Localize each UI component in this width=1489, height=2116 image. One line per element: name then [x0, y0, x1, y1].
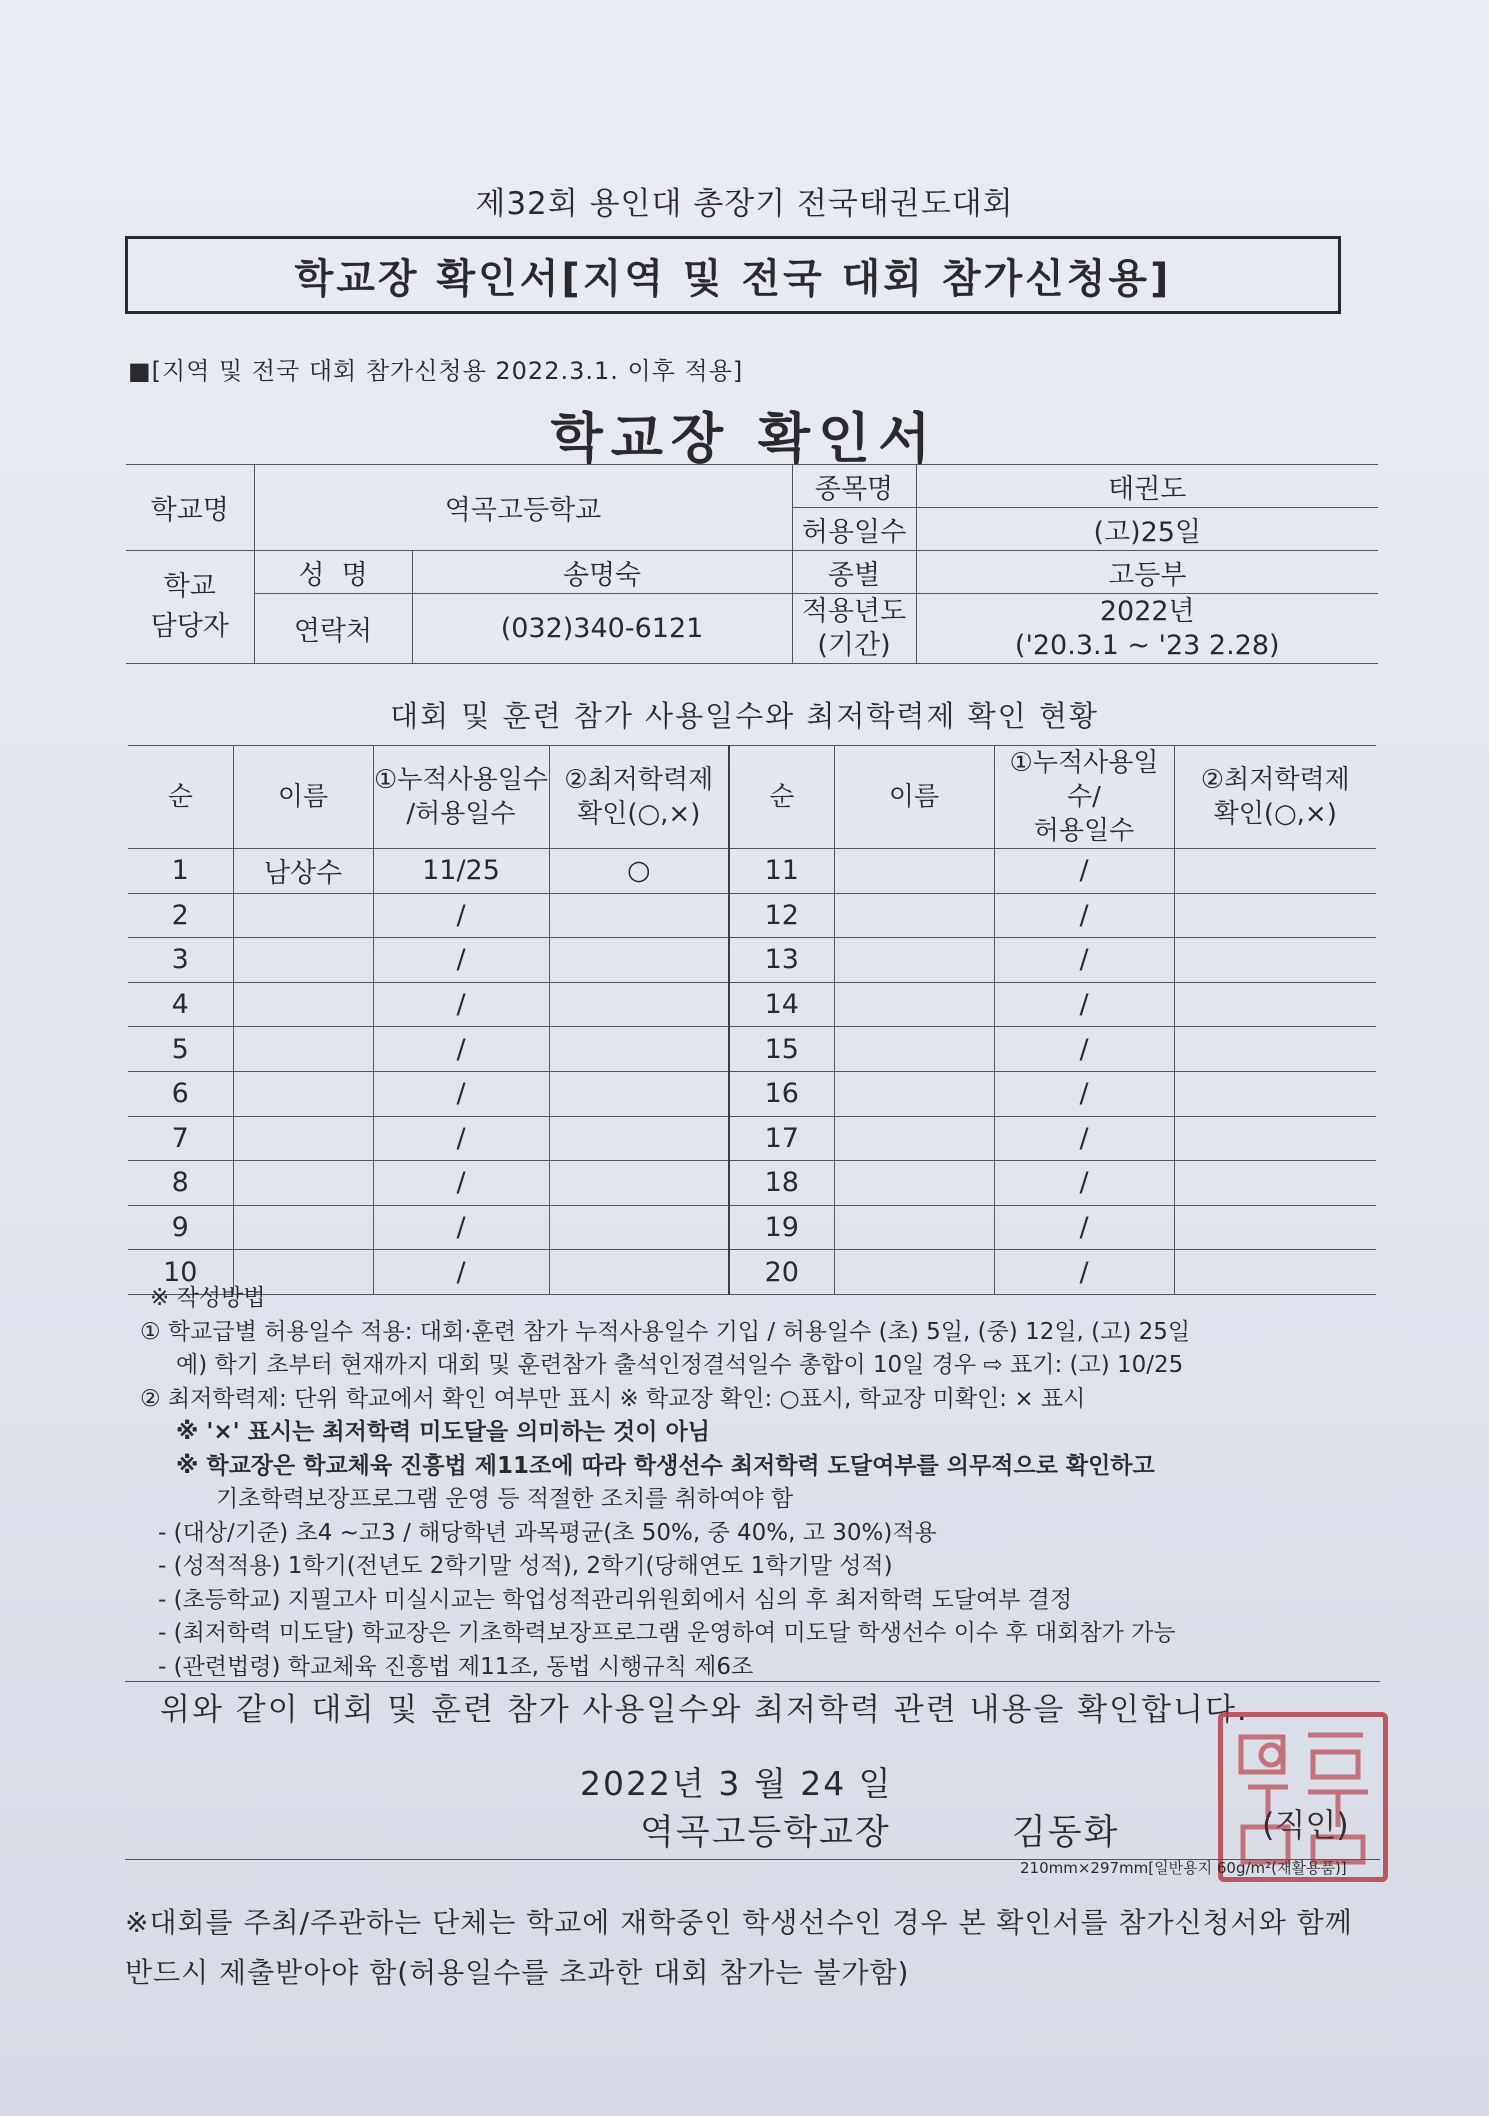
student-name [233, 1205, 373, 1250]
row-number: 19 [729, 1205, 834, 1250]
row-number: 12 [729, 893, 834, 938]
manager-label: 학교 담당자 [126, 551, 254, 664]
academic-check [1174, 1027, 1376, 1072]
row-number: 7 [128, 1116, 233, 1161]
name-label: 성 명 [254, 551, 412, 594]
student-name [233, 1116, 373, 1161]
table-row [128, 1071, 1376, 1116]
note-item: ※ 학교장은 학교체육 진흥법 제11조에 따라 학생선수 최저학력 도달여부를 의무적으로 확인하고 [176, 1452, 1155, 1479]
row-number: 10 [128, 1250, 233, 1295]
student-name [233, 1071, 373, 1116]
academic-check [1174, 1161, 1376, 1206]
header-cell: ①누적사용일수 /허용일수 [373, 746, 549, 849]
header-cell: 순 [128, 746, 233, 849]
academic-check [1174, 849, 1376, 894]
used-days: / [994, 1027, 1174, 1072]
note-item: 기초학력보장프로그램 운영 등 적절한 조치를 취하여야 함 [216, 1486, 794, 1512]
used-days: / [373, 1161, 549, 1206]
allowed-label: 허용일수 [792, 508, 916, 551]
header-cell: ①누적사용일수/ 허용일수 [994, 746, 1174, 849]
student-name [233, 1161, 373, 1206]
used-days: / [373, 893, 549, 938]
table-row [128, 849, 1376, 894]
note-detail: - (최저학력 미도달) 학교장은 기초학력보장프로그램 운영하여 미도달 학생선수 이수 후 대회참가 가능 [158, 1620, 1176, 1646]
divider [125, 1681, 1380, 1682]
student-name [834, 893, 994, 938]
year-value: 2022년 ('20.3.1 ~ '23 2.28) [916, 594, 1378, 664]
confirmation-date: 2022년 3 월 24 일 [580, 1764, 893, 1803]
academic-check [549, 938, 729, 983]
academic-check [549, 1027, 729, 1072]
row-number: 11 [729, 849, 834, 894]
used-days: / [373, 982, 549, 1027]
student-name [233, 938, 373, 983]
used-days: / [994, 1071, 1174, 1116]
note-detail: - (성적적용) 1학기(전년도 2학기말 성적), 2학기(당해연도 1학기말 성적) [158, 1553, 893, 1579]
used-days: / [373, 1071, 549, 1116]
used-days: / [994, 1205, 1174, 1250]
row-number: 18 [729, 1161, 834, 1206]
header-cell: 순 [729, 746, 834, 849]
student-name [834, 938, 994, 983]
used-days: / [994, 849, 1174, 894]
seal-label: (직인) [1262, 1806, 1349, 1844]
year-label: 적용년도 (기간) [792, 594, 916, 664]
form-title: 학교장 확인서[지역 및 전국 대회 참가신청용] [294, 255, 1172, 302]
row-number: 16 [729, 1071, 834, 1116]
used-days: / [373, 1250, 549, 1295]
academic-check [1174, 1205, 1376, 1250]
table-row [128, 1205, 1376, 1250]
table-row [128, 1116, 1376, 1161]
student-name [834, 1161, 994, 1206]
name-value: 송명숙 [412, 551, 792, 594]
student-name [233, 1027, 373, 1072]
student-name [834, 982, 994, 1027]
table-title: 대회 및 훈련 참가 사용일수와 최저학력제 확인 현황 [390, 699, 1099, 733]
table-row [128, 893, 1376, 938]
notes-heading: ※ 작성방법 [150, 1285, 266, 1311]
academic-check [1174, 1116, 1376, 1161]
paper-spec: 210mm×297mm[일반용지 60g/m²(재활용품)] [1020, 1859, 1347, 1877]
student-name [834, 1205, 994, 1250]
row-number: 17 [729, 1116, 834, 1161]
note-item: ② 최저학력제: 단위 학교에서 확인 여부만 표시 ※ 학교장 확인: ○표시, 학교장 미확인: × 표시 [140, 1385, 1086, 1412]
note-detail: - (대상/기준) 초4 ~고3 / 해당학년 과목평균(초 50%, 중 40%, 고 30%)적용 [158, 1519, 937, 1546]
note-detail: - (초등학교) 지필고사 미실시교는 학업성적관리위원회에서 심의 후 최저학력 도달여부 결정 [158, 1586, 1073, 1613]
table-row [128, 1027, 1376, 1072]
principal-title: 역곡고등학교장 [640, 1813, 891, 1853]
apply-note: ■[지역 및 전국 대회 참가신청용 2022.3.1. 이후 적용] [128, 357, 744, 385]
used-days: / [994, 1161, 1174, 1206]
table-header-row [128, 746, 1376, 849]
row-number: 8 [128, 1161, 233, 1206]
used-days: / [373, 1116, 549, 1161]
row-number: 9 [128, 1205, 233, 1250]
academic-check: ○ [549, 849, 729, 894]
note-detail: - (관련법령) 학교체육 진흥법 제11조, 동법 시행규칙 제6조 [158, 1653, 754, 1680]
academic-check [549, 1161, 729, 1206]
row-number: 14 [729, 982, 834, 1027]
academic-check [1174, 982, 1376, 1027]
allowed-value: (고)25일 [916, 508, 1378, 551]
row-number: 20 [729, 1250, 834, 1295]
row-number: 6 [128, 1071, 233, 1116]
academic-check [1174, 938, 1376, 983]
row-number: 13 [729, 938, 834, 983]
academic-check [549, 982, 729, 1027]
category-value: 고등부 [916, 551, 1378, 594]
student-name [834, 849, 994, 894]
header-cell: 이름 [834, 746, 994, 849]
row-number: 2 [128, 893, 233, 938]
final-note: ※대회를 주최/주관하는 단체는 학교에 재학중인 학생선수인 경우 본 확인서를 참가신청서와 함께 반드시 제출받아야 함(허용일수를 초과한 대회 참가는 불가함) [125, 1906, 1353, 1989]
used-days: / [994, 1250, 1174, 1295]
table-row [128, 938, 1376, 983]
academic-check [1174, 1071, 1376, 1116]
row-number: 1 [128, 849, 233, 894]
sport-value: 태권도 [916, 465, 1378, 508]
info-table [126, 464, 1378, 664]
used-days: 11/25 [373, 849, 549, 894]
used-days: / [373, 938, 549, 983]
table-row [128, 1161, 1376, 1206]
form-title-box [125, 236, 1341, 314]
table-row [128, 982, 1376, 1027]
note-item: ※ '×' 표시는 최저학력 미도달을 의미하는 것이 아님 [176, 1419, 710, 1445]
row-number: 3 [128, 938, 233, 983]
academic-check [549, 1116, 729, 1161]
header-cell: 이름 [233, 746, 373, 849]
principal-line [640, 1805, 1119, 1855]
academic-check [1174, 893, 1376, 938]
header-cell: ②최저학력제 확인(○,×) [549, 746, 729, 849]
event-title: 제32회 용인대 총장기 전국태권도대회 [475, 186, 1014, 222]
used-days: / [994, 982, 1174, 1027]
confirmation-text: 위와 같이 대회 및 훈련 참가 사용일수와 최저학력 관련 내용을 확인합니다. [160, 1692, 1249, 1728]
sport-label: 종목명 [792, 465, 916, 508]
contact-label: 연락처 [254, 594, 412, 664]
usage-table [128, 745, 1376, 1295]
used-days: / [373, 1027, 549, 1072]
school-label: 학교명 [126, 465, 254, 551]
student-name [233, 893, 373, 938]
student-name: 남상수 [233, 849, 373, 894]
academic-check [549, 1205, 729, 1250]
student-name [834, 1071, 994, 1116]
school-value: 역곡고등학교 [254, 465, 792, 551]
note-item: ① 학교급별 허용일수 적용: 대회·훈련 참가 누적사용일수 기입 / 허용일수 (초) 5일, (중) 12일, (고) 25일 [140, 1318, 1191, 1345]
category-label: 종별 [792, 551, 916, 594]
header-cell: ②최저학력제 확인(○,×) [1174, 746, 1376, 849]
student-name [233, 982, 373, 1027]
writing-instructions [140, 1282, 1380, 1684]
academic-check [549, 893, 729, 938]
row-number: 4 [128, 982, 233, 1027]
contact-value: (032)340-6121 [412, 594, 792, 664]
note-item: 예) 학기 초부터 현재까지 대회 및 훈련참가 출석인정결석일수 총합이 10일 경우 ⇨ 표기: (고) 10/25 [176, 1352, 1184, 1378]
row-number: 5 [128, 1027, 233, 1072]
academic-check [549, 1071, 729, 1116]
principal-name: 김동화 [1011, 1813, 1120, 1853]
used-days: / [373, 1205, 549, 1250]
row-number: 15 [729, 1027, 834, 1072]
used-days: / [994, 1116, 1174, 1161]
student-name [834, 1116, 994, 1161]
seal-icon [1223, 1717, 1383, 1877]
main-title: 학교장 확인서 [550, 407, 939, 470]
used-days: / [994, 938, 1174, 983]
used-days: / [994, 893, 1174, 938]
student-name [834, 1027, 994, 1072]
